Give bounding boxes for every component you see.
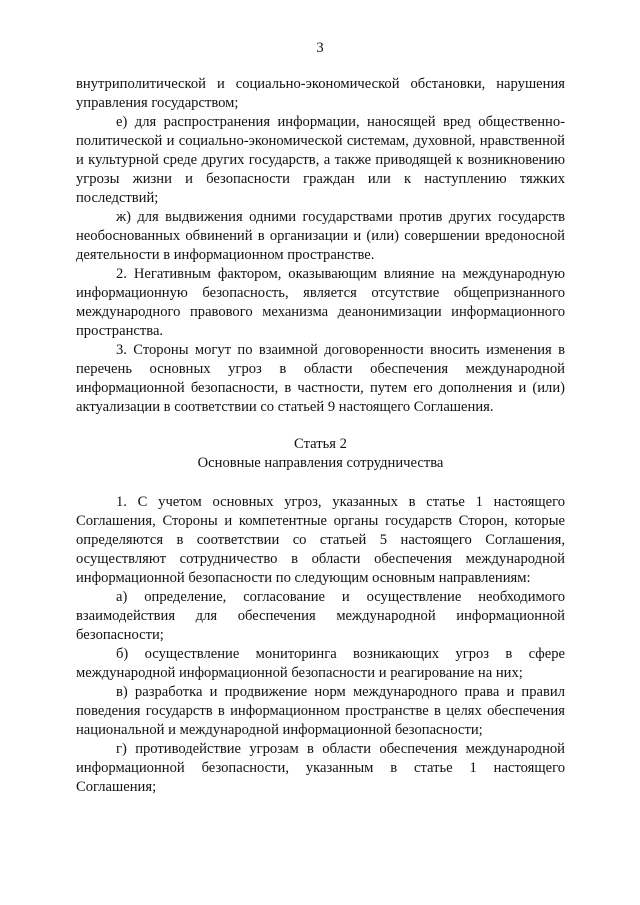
paragraph-item-a: а) определение, согласование и осуществление необходимого взаимодействия для обеспечения международной информационной безопасности; (76, 589, 565, 643)
paragraph-item-g: г) противодействие угрозам в области обеспечения международной информационной безопасности, указанным в статье 1 настоящего Соглашения; (76, 741, 565, 795)
article-number: Статья 2 (294, 436, 347, 452)
paragraph-clause-1: 1. С учетом основных угроз, указанных в статье 1 настоящего Соглашения, Стороны и компетентные органы государств Сторон, которые определяются в соответствии со статьей 5 настоящего Соглашения, осуществляют сотрудничество в области обеспечения международной информационной безопасности по следующим основным направлениям: (76, 494, 565, 586)
paragraph-item-v: в) разработка и продвижение норм международного права и правил поведения государств в информационном пространстве в целях обеспечения национальной и международной информационной безопасности; (76, 684, 565, 738)
paragraph-clause-3: 3. Стороны могут по взаимной договоренности вносить изменения в перечень основных угроз в области обеспечения международной информационной безопасности, в частности, путем его дополнения и (или) актуализации в соответствии со статьей 9 настоящего Соглашения. (76, 342, 565, 415)
paragraph-clause-2: 2. Негативным фактором, оказывающим влияние на международную информационную безопасность, является отсутствие общепризнанного международного правового механизма деанонимизации информационного пространства. (76, 266, 565, 339)
paragraph-continuation: внутриполитической и социально-экономической обстановки, нарушения управления государством; (76, 76, 565, 111)
document-body (76, 75, 565, 797)
article-title: Основные направления сотрудничества (197, 455, 444, 471)
paragraph-item-e: е) для распространения информации, наносящей вред общественно-политической и социально-экономической системам, духовной, нравственной и культурной среде других государств, а также приводящей к возникновению угрозы жизни и безопасности граждан или к наступлению тяжких последствий; (76, 114, 565, 206)
paragraph-item-zh: ж) для выдвижения одними государствами против других государств необоснованных обвинений в организации и (или) совершении вредоносной деятельности в информационном пространстве. (76, 209, 565, 263)
paragraph-item-b: б) осуществление мониторинга возникающих угроз в сфере международной информационной безопасности и реагирование на них; (76, 646, 565, 681)
article-heading (76, 435, 565, 473)
page-number: 3 (316, 40, 324, 56)
